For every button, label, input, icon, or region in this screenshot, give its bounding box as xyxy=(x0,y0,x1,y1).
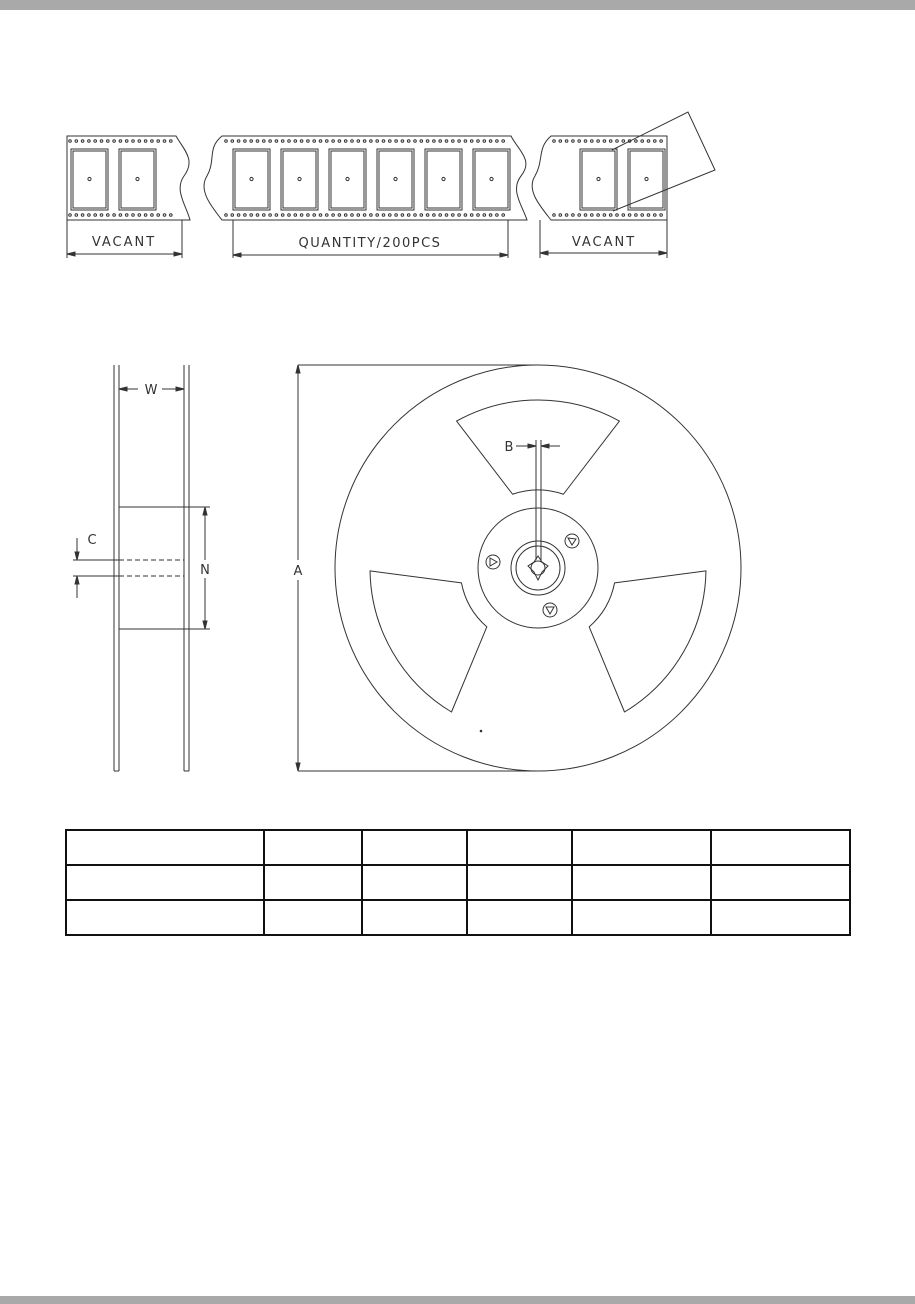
sprocket-hole xyxy=(647,214,650,217)
sprocket-hole xyxy=(363,140,366,143)
sprocket-hole xyxy=(288,214,291,217)
sprocket-hole xyxy=(125,214,128,217)
sprocket-hole xyxy=(244,140,247,143)
pocket-hole xyxy=(597,177,600,180)
sprocket-hole xyxy=(559,140,562,143)
sprocket-hole xyxy=(660,214,663,217)
sprocket-hole xyxy=(326,140,329,143)
sprocket-hole xyxy=(157,214,160,217)
table-cell xyxy=(467,830,572,865)
sprocket-hole xyxy=(553,140,556,143)
sprocket-hole xyxy=(100,140,103,143)
tape-pocket xyxy=(119,149,156,210)
sprocket-hole xyxy=(553,214,556,217)
reel-side-view xyxy=(73,365,210,771)
sprocket-hole xyxy=(376,214,379,217)
sprocket-hole xyxy=(319,140,322,143)
sprocket-hole xyxy=(609,214,612,217)
sprocket-hole xyxy=(584,140,587,143)
sprocket-hole xyxy=(256,214,259,217)
pocket-hole xyxy=(346,177,349,180)
sprocket-hole xyxy=(81,214,84,217)
sprocket-hole xyxy=(307,214,310,217)
table-cell xyxy=(572,865,711,900)
sprocket-hole xyxy=(294,214,297,217)
sprocket-hole xyxy=(319,214,322,217)
sprocket-hole xyxy=(458,214,461,217)
sprocket-hole xyxy=(420,214,423,217)
pocket-inner xyxy=(582,151,615,208)
sprocket-hole xyxy=(338,140,341,143)
sprocket-hole xyxy=(641,214,644,217)
tape-pocket xyxy=(580,149,617,210)
sprocket-hole xyxy=(157,140,160,143)
sprocket-hole xyxy=(275,140,278,143)
sprocket-hole xyxy=(616,140,619,143)
sprocket-hole xyxy=(395,140,398,143)
sprocket-hole xyxy=(138,214,141,217)
pocket-inner xyxy=(331,151,364,208)
sprocket-hole xyxy=(163,214,166,217)
sprocket-hole xyxy=(496,140,499,143)
pocket-inner xyxy=(427,151,460,208)
reel-window xyxy=(589,571,706,712)
sprocket-hole xyxy=(591,140,594,143)
sprocket-hole xyxy=(452,140,455,143)
sprocket-hole xyxy=(269,140,272,143)
bottom-frame-bar xyxy=(0,1296,915,1304)
sprocket-hole xyxy=(382,214,385,217)
sprocket-hole xyxy=(231,140,234,143)
pocket-hole xyxy=(136,177,139,180)
sprocket-hole xyxy=(660,140,663,143)
tape-pocket xyxy=(473,149,510,210)
sprocket-hole xyxy=(445,140,448,143)
sprocket-hole xyxy=(622,140,625,143)
sprocket-hole xyxy=(641,140,644,143)
sprocket-hole xyxy=(628,214,631,217)
sprocket-hole xyxy=(470,140,473,143)
sprocket-hole xyxy=(313,140,316,143)
sprocket-hole xyxy=(464,214,467,217)
sprocket-hole xyxy=(275,214,278,217)
sprocket-hole xyxy=(578,214,581,217)
sprocket-hole xyxy=(307,140,310,143)
sprocket-hole xyxy=(300,140,303,143)
sprocket-hole xyxy=(344,214,347,217)
sprocket-hole xyxy=(269,214,272,217)
sprocket-hole xyxy=(433,214,436,217)
sprocket-hole xyxy=(263,214,266,217)
table-cell xyxy=(66,830,264,865)
sprocket-hole xyxy=(237,214,240,217)
sprocket-hole xyxy=(357,214,360,217)
sprocket-hole xyxy=(414,214,417,217)
sprocket-hole xyxy=(584,214,587,217)
sprocket-hole xyxy=(125,140,128,143)
table-cell xyxy=(572,900,711,935)
table-cell xyxy=(362,900,467,935)
table-cell xyxy=(467,900,572,935)
sprocket-hole xyxy=(591,214,594,217)
dim-w-label: W xyxy=(144,383,158,398)
sprocket-hole xyxy=(351,214,354,217)
sprocket-hole xyxy=(338,214,341,217)
sprocket-hole xyxy=(452,214,455,217)
sprocket-hole xyxy=(294,140,297,143)
sprocket-hole xyxy=(363,214,366,217)
sprocket-hole xyxy=(477,140,480,143)
table-row xyxy=(66,865,850,900)
sprocket-hole xyxy=(559,214,562,217)
tape-pocket xyxy=(377,149,414,210)
pocket-inner xyxy=(283,151,316,208)
sprocket-hole xyxy=(426,140,429,143)
sprocket-hole xyxy=(597,140,600,143)
sprocket-hole xyxy=(75,214,78,217)
sprocket-hole xyxy=(151,214,154,217)
sprocket-hole xyxy=(332,140,335,143)
reel-front-view xyxy=(294,365,741,771)
dim-b-label: B xyxy=(504,440,514,455)
sprocket-hole xyxy=(144,214,147,217)
sprocket-hole xyxy=(244,214,247,217)
pocket-hole xyxy=(490,177,493,180)
sprocket-hole xyxy=(332,214,335,217)
table-cell xyxy=(66,900,264,935)
table-cell xyxy=(467,865,572,900)
sprocket-hole xyxy=(395,214,398,217)
pocket-hole xyxy=(442,177,445,180)
sprocket-hole xyxy=(94,214,97,217)
sprocket-hole xyxy=(357,140,360,143)
tape-pocket xyxy=(329,149,366,210)
hub-ring xyxy=(511,541,565,595)
reel-window xyxy=(370,571,487,712)
sprocket-hole xyxy=(69,214,72,217)
tape-pocket xyxy=(71,149,108,210)
sprocket-hole xyxy=(113,140,116,143)
sprocket-hole xyxy=(597,214,600,217)
sprocket-hole xyxy=(616,214,619,217)
sprocket-hole xyxy=(107,214,110,217)
sprocket-hole xyxy=(170,214,173,217)
sprocket-hole xyxy=(88,140,91,143)
table-cell xyxy=(264,830,362,865)
trailer-label: VACANT xyxy=(571,235,637,250)
sprocket-hole xyxy=(225,214,228,217)
sprocket-hole xyxy=(376,140,379,143)
sprocket-hole xyxy=(483,214,486,217)
table-row xyxy=(66,900,850,935)
sprocket-hole xyxy=(113,214,116,217)
sprocket-hole xyxy=(420,140,423,143)
sprocket-hole xyxy=(389,140,392,143)
table-cell xyxy=(362,830,467,865)
sprocket-hole xyxy=(445,214,448,217)
table-cell xyxy=(572,830,711,865)
sprocket-hole xyxy=(69,140,72,143)
sprocket-hole xyxy=(351,140,354,143)
sprocket-hole xyxy=(88,214,91,217)
sprocket-hole xyxy=(326,214,329,217)
sprocket-hole xyxy=(609,140,612,143)
sprocket-hole xyxy=(464,140,467,143)
table-cell xyxy=(66,865,264,900)
sprocket-hole xyxy=(603,214,606,217)
tape-pocket xyxy=(233,149,270,210)
sprocket-hole xyxy=(407,214,410,217)
sprocket-hole xyxy=(81,140,84,143)
table-cell xyxy=(711,830,850,865)
sprocket-hole xyxy=(578,140,581,143)
sprocket-hole xyxy=(144,140,147,143)
sprocket-hole xyxy=(565,140,568,143)
sprocket-hole xyxy=(250,214,253,217)
sprocket-hole xyxy=(635,140,638,143)
dim-n-label: N xyxy=(200,563,210,578)
sprocket-hole xyxy=(470,214,473,217)
sprocket-hole xyxy=(414,140,417,143)
sprocket-hole xyxy=(288,140,291,143)
tape-pocket xyxy=(281,149,318,210)
pocket-hole xyxy=(250,177,253,180)
sprocket-hole xyxy=(370,214,373,217)
reel-dimension-table xyxy=(65,829,851,936)
sprocket-hole xyxy=(603,140,606,143)
table-cell xyxy=(264,865,362,900)
pocket-hole xyxy=(645,177,648,180)
sprocket-hole xyxy=(107,140,110,143)
sprocket-hole xyxy=(75,140,78,143)
sprocket-hole xyxy=(654,214,657,217)
sprocket-hole xyxy=(132,214,135,217)
sprocket-hole xyxy=(502,214,505,217)
quantity-label: QUANTITY/200PCS xyxy=(298,236,442,251)
leader-label: VACANT xyxy=(91,235,157,250)
sprocket-hole xyxy=(225,140,228,143)
table-cell xyxy=(362,865,467,900)
sprocket-hole xyxy=(439,214,442,217)
sprocket-hole xyxy=(132,140,135,143)
sprocket-hole xyxy=(477,214,480,217)
sprocket-hole xyxy=(370,140,373,143)
sprocket-hole xyxy=(572,214,575,217)
pocket-inner xyxy=(121,151,154,208)
sprocket-hole xyxy=(389,214,392,217)
pocket-inner xyxy=(235,151,268,208)
sprocket-hole xyxy=(119,214,122,217)
sprocket-hole xyxy=(433,140,436,143)
sprocket-hole xyxy=(119,140,122,143)
sprocket-hole xyxy=(489,140,492,143)
pocket-hole xyxy=(298,177,301,180)
sprocket-hole xyxy=(647,140,650,143)
dim-c-label: C xyxy=(87,533,97,548)
sprocket-hole xyxy=(572,140,575,143)
sprocket-hole xyxy=(622,214,625,217)
sprocket-hole xyxy=(151,140,154,143)
table-cell xyxy=(711,865,850,900)
table-cell xyxy=(711,900,850,935)
sprocket-hole xyxy=(344,140,347,143)
sprocket-hole xyxy=(281,214,284,217)
pocket-hole xyxy=(88,177,91,180)
pocket-inner xyxy=(475,151,508,208)
sprocket-hole xyxy=(502,140,505,143)
pocket-inner xyxy=(630,151,663,208)
sprocket-hole xyxy=(458,140,461,143)
sprocket-hole xyxy=(237,140,240,143)
sprocket-hole xyxy=(635,214,638,217)
sprocket-hole xyxy=(426,214,429,217)
sprocket-hole xyxy=(407,140,410,143)
sprocket-hole xyxy=(313,214,316,217)
sprocket-hole xyxy=(94,140,97,143)
table-cell xyxy=(264,900,362,935)
sprocket-hole xyxy=(281,140,284,143)
carrier-tape xyxy=(67,112,715,258)
sprocket-hole xyxy=(382,140,385,143)
sprocket-hole xyxy=(300,214,303,217)
sprocket-hole xyxy=(565,214,568,217)
sprocket-hole xyxy=(138,140,141,143)
table-row xyxy=(66,830,850,865)
reel-window xyxy=(457,400,620,494)
dim-a-label: A xyxy=(293,564,303,579)
pocket-inner xyxy=(379,151,412,208)
pocket-inner xyxy=(73,151,106,208)
tape-pockets xyxy=(71,149,665,210)
sprocket-hole xyxy=(163,140,166,143)
sprocket-hole xyxy=(170,140,173,143)
sprocket-hole xyxy=(496,214,499,217)
sprocket-hole xyxy=(256,140,259,143)
sprocket-hole xyxy=(100,214,103,217)
tape-pocket xyxy=(425,149,462,210)
pocket-hole xyxy=(394,177,397,180)
sprocket-hole xyxy=(231,214,234,217)
sprocket-hole xyxy=(401,140,404,143)
sprocket-hole xyxy=(250,140,253,143)
sprocket-hole xyxy=(439,140,442,143)
sprocket-hole xyxy=(401,214,404,217)
sprocket-hole xyxy=(654,140,657,143)
tape-pocket xyxy=(628,149,665,210)
sprocket-hole xyxy=(263,140,266,143)
sprocket-hole xyxy=(483,140,486,143)
sprocket-hole xyxy=(489,214,492,217)
